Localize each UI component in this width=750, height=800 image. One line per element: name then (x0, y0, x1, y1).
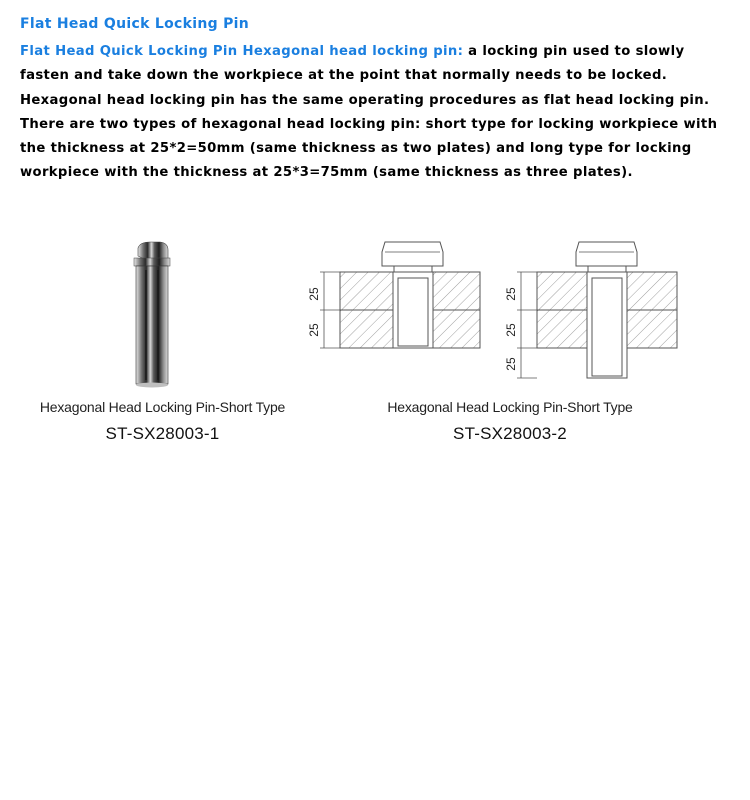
dim-label: 25 (307, 323, 321, 337)
description-paragraph (20, 40, 735, 186)
dim-label: 25 (504, 357, 518, 371)
product-caption: Hexagonal Head Locking Pin-Short Type (387, 399, 633, 415)
drawing-short-type (300, 238, 490, 353)
dim-label: 25 (307, 287, 321, 301)
dim-label: 25 (504, 287, 518, 301)
drawing-long-type (497, 238, 687, 383)
dim-label: 25 (504, 323, 518, 337)
page-title: Flat Head Quick Locking Pin (20, 16, 250, 32)
product-caption: Hexagonal Head Locking Pin-Short Type (39, 399, 286, 415)
pin-photo (120, 240, 190, 390)
description-body: a locking pin used to slowly fasten and take down the workpiece at the point that normally needs to be locked. Hexagonal head locking pin has the same operating procedures as flat head locking pin. There are two types of hexagonal head locking pin: short type for locking workpiece with the thickness at 25*2=50mm (same thickness as two plates) and long type for locking workpiece with the thickness at 25*3=75mm (same thickness as three plates). (20, 44, 718, 181)
description-lead: Flat Head Quick Locking Pin Hexagonal head locking pin: (20, 44, 464, 59)
product-code: ST-SX28003-2 (453, 424, 567, 443)
product-code: ST-SX28003-1 (105, 424, 220, 443)
